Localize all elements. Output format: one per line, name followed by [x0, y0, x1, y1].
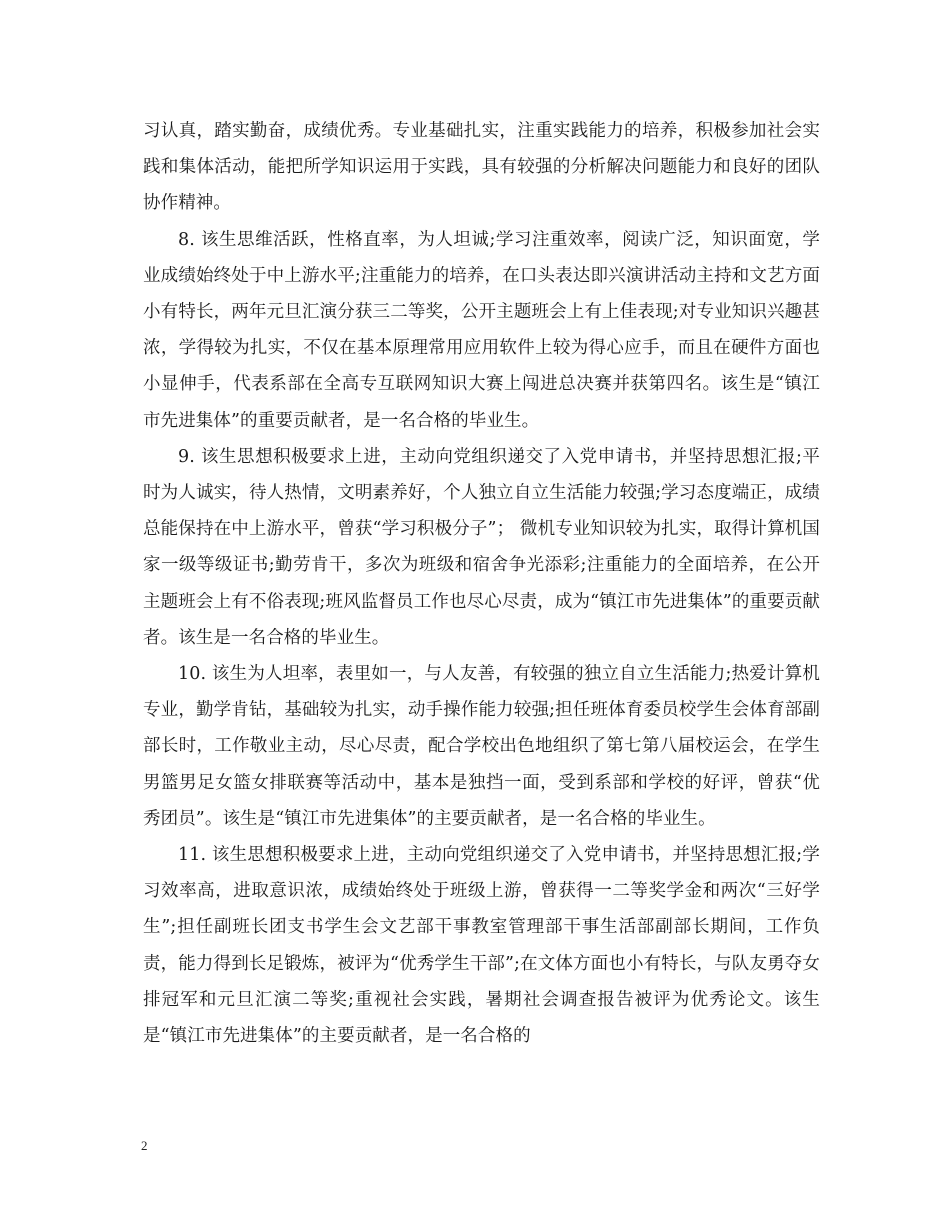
- document-body: [143, 113, 820, 1054]
- paragraph-item-11: 11. 该生思想积极要求上进，主动向党组织递交了入党申请书，并坚持思想汇报;学习效率高，进取意识浓，成绩始终处于班级上游，曾获得一二等奖学金和两次“三好学生”;担任副班长团支书学生会文艺部干事教室管理部干事生活部副部长期间，工作负责，能力得到长足锻炼，被评为“优秀学生干部”;在文体方面也小有特长，与队友勇夺女排冠军和元旦汇演二等奖;重视社会实践，暑期社会调查报告被评为优秀论文。该生是“镇江市先进集体”的主要贡献者，是一名合格的: [143, 845, 820, 1047]
- paragraph-continued: 习认真，踏实勤奋，成绩优秀。专业基础扎实，注重实践能力的培养，积极参加社会实践和集体活动，能把所学知识运用于实践，具有较强的分析解决问题能力和良好的团队协作精神。: [143, 121, 820, 214]
- paragraph-item-8: 8. 该生思维活跃，性格直率，为人坦诚;学习注重效率，阅读广泛，知识面宽，学业成绩始终处于中上游水平;注重能力的培养，在口头表达即兴演讲活动主持和文艺方面小有特长，两年元旦汇演分获三二等奖，公开主题班会上有上佳表现;对专业知识兴趣甚浓，学得较为扎实，不仅在基本原理常用应用软件上较为得心应手，而且在硬件方面也小显伸手，代表系部在全高专互联网知识大赛上闯进总决赛并获第四名。该生是“镇江市先进集体”的重要贡献者，是一名合格的毕业生。: [143, 229, 820, 431]
- page-number: 2: [141, 1138, 148, 1153]
- paragraph-item-9: 9. 该生思想积极要求上进，主动向党组织递交了入党申请书，并坚持思想汇报;平时为人诚实，待人热情，文明素养好，个人独立自立生活能力较强;学习态度端正，成绩总能保持在中上游水平，曾获“学习积极分子”； 微机专业知识较为扎实，取得计算机国家一级等级证书;勤劳肯干，多次为班级和宿舍争光添彩;注重能力的全面培养，在公开主题班会上有不俗表现;班风监督员工作也尽心尽责，成为“镇江市先进集体”的重要贡献者。该生是一名合格的毕业生。: [143, 446, 820, 648]
- paragraph-item-10: 10. 该生为人坦率，表里如一，与人友善，有较强的独立自立生活能力;热爱计算机专业，勤学肯钻，基础较为扎实，动手操作能力较强;担任班体育委员校学生会体育部副部长时，工作敬业主动，尽心尽责，配合学校出色地组织了第七第八届校运会，在学生男篮男足女篮女排联赛等活动中，基本是独挡一面，受到系部和学校的好评，曾获“优秀团员”。该生是“镇江市先进集体”的主要贡献者，是一名合格的毕业生。: [143, 664, 820, 829]
